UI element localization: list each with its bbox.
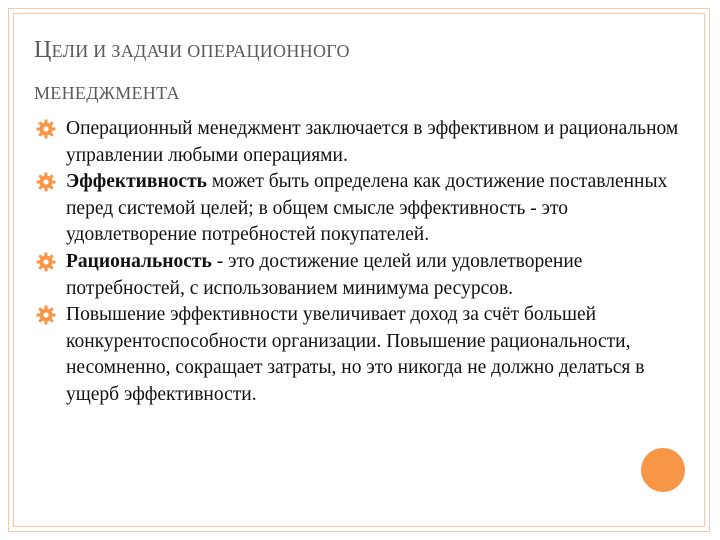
gear-bullet-icon (36, 172, 56, 192)
bullet-text: - это достижение целей или удовлетворение потребностей, с использованием минимума ресурсов. (66, 250, 583, 299)
title-first-letter: Ц (34, 37, 52, 63)
decorative-orange-circle (641, 448, 685, 492)
bullet-term: Рациональность (66, 250, 212, 272)
bullet-item-2 (34, 169, 684, 249)
bullet-text: может быть определена как достижение поставленных перед системой целей; в общем смысле эффективность - это удовлетворение потребностей покупателей. (66, 171, 668, 246)
title-line-1-rest: ЕЛИ И ЗАДАЧИ ОПЕРАЦИОННОГО (51, 41, 350, 61)
bullet-item-4 (34, 302, 684, 408)
bullet-text: Операционный менеджмент заключается в эффективном и рациональном управлении любыми операциями. (66, 118, 679, 166)
bullet-list (34, 116, 684, 409)
title-line-1 (34, 30, 654, 73)
title-line-2: МЕНЕДЖМЕНТА (34, 83, 180, 103)
bullet-item-1 (34, 116, 684, 169)
bullet-term: Эффективность (66, 171, 207, 193)
slide-title (34, 30, 654, 113)
bullet-item-3 (34, 249, 684, 302)
gear-bullet-icon (36, 252, 56, 272)
bullet-text: Повышение эффективности увеличивает доход за счёт большей конкурентоспособности организации. Повышение рациональности, несомненно, сокращает затраты, но это никогда не должно делаться в ущерб эффективности. (66, 304, 645, 405)
gear-bullet-icon (36, 119, 56, 139)
gear-bullet-icon (36, 305, 56, 325)
